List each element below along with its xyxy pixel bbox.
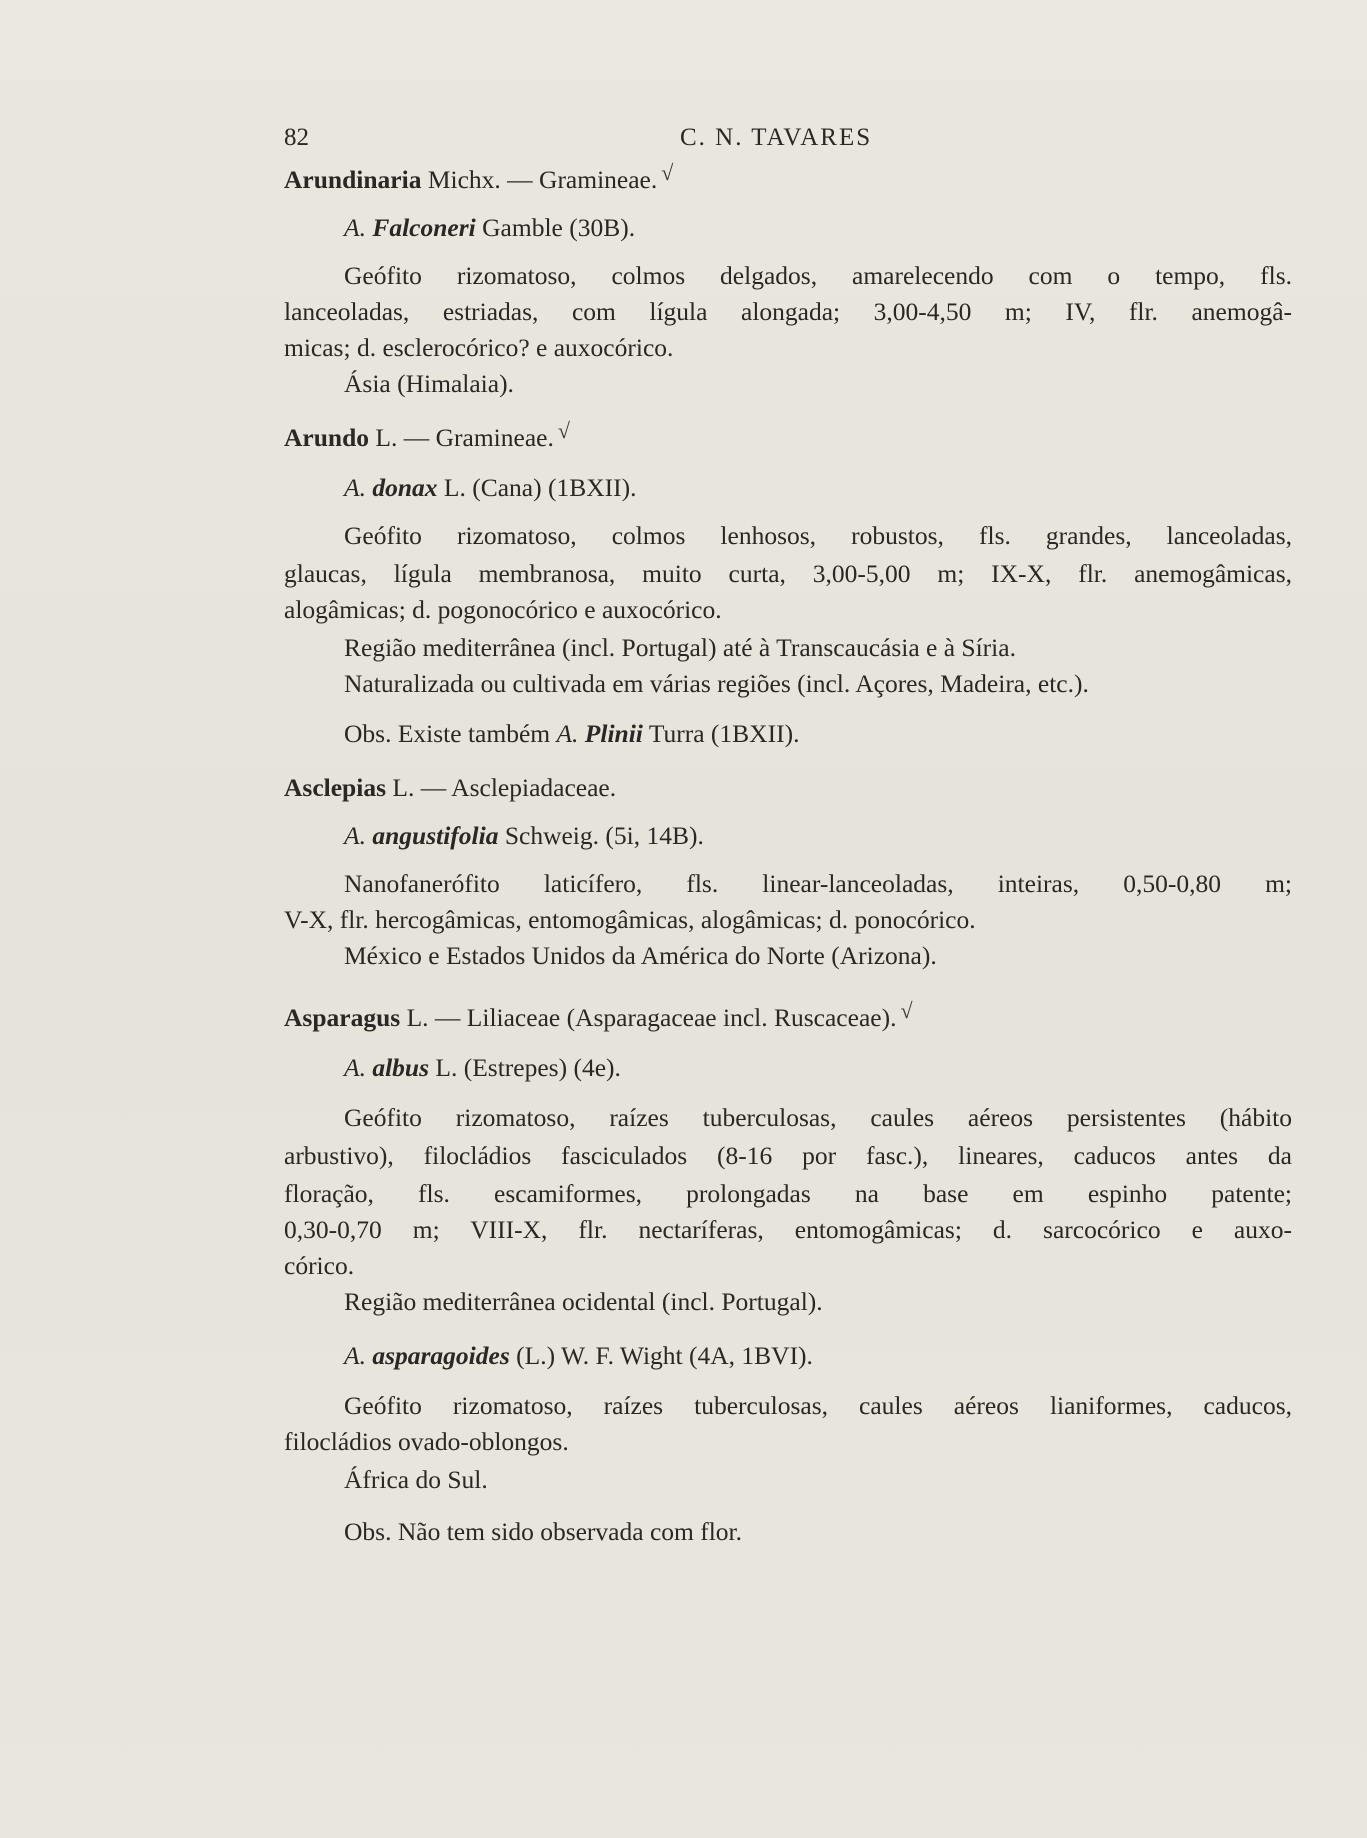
page-header: [284, 120, 1104, 156]
checkmark-icon: √: [900, 998, 913, 1023]
description-line: lanceoladas, estriadas, com lígula alongada; 3,00-4,50 m; IV, flr. anemogâ-: [284, 297, 1292, 326]
observation-note: Obs. Não tem sido observada com flor.: [344, 1517, 743, 1546]
description-line: Geófito rizomatoso, colmos delgados, amarelecendo com o tempo, fls.: [344, 261, 1292, 290]
species-epithet: albus: [372, 1053, 430, 1082]
genus-heading: [284, 162, 1292, 199]
description-line: Nanofanerófito laticífero, fls. linear-lanceoladas, inteiras, 0,50-0,80 m;: [344, 869, 1292, 898]
genus-name: Arundo: [284, 423, 370, 452]
description-line: arbustivo), filocládios fasciculados (8-16 por fasc.), lineares, caducos antes da: [284, 1141, 1292, 1170]
genus-authority-family: L. — Liliaceae (Asparagaceae incl. Ruscaceae).: [400, 1003, 897, 1032]
description-line: filocládios ovado-oblongos.: [284, 1427, 569, 1456]
species-heading: A. donax L. (Cana) (1BXII).: [344, 473, 637, 502]
distribution-line: Região mediterrânea ocidental (incl. Portugal).: [344, 1287, 823, 1316]
genus-heading: [284, 770, 1292, 806]
genus-authority-family: L. — Asclepiadaceae.: [386, 773, 617, 802]
genus-heading: [284, 420, 1292, 457]
species-heading: A. asparagoides (L.) W. F. Wight (4A, 1BVI).: [344, 1341, 813, 1370]
species-epithet: donax: [372, 473, 438, 502]
distribution-line: México e Estados Unidos da América do Norte (Arizona).: [344, 941, 937, 970]
description-line: V-X, flr. hercogâmicas, entomogâmicas, alogâmicas; d. ponocórico.: [284, 905, 976, 934]
description-line: córico.: [284, 1251, 355, 1280]
description-line: floração, fls. escamiformes, prolongadas na base em espinho patente;: [284, 1179, 1292, 1208]
description-line: alogâmicas; d. pogonocórico e auxocórico.: [284, 595, 722, 624]
running-head: C. N. TAVARES: [680, 124, 873, 151]
description-line: Geófito rizomatoso, raízes tuberculosas, caules aéreos lianiformes, caducos,: [344, 1391, 1292, 1420]
species-epithet: Plinii: [584, 719, 643, 748]
genus-authority-family: Michx. — Gramineae.: [421, 165, 658, 194]
description-line: glaucas, lígula membranosa, muito curta, 3,00-5,00 m; IX-X, flr. anemogâmicas,: [284, 559, 1292, 588]
description-line: Geófito rizomatoso, raízes tuberculosas, caules aéreos persistentes (hábito: [344, 1103, 1292, 1132]
species-epithet: angustifolia: [372, 821, 499, 850]
checkmark-icon: √: [661, 160, 674, 185]
species-heading: A. albus L. (Estrepes) (4e).: [344, 1053, 621, 1082]
observation-note: Obs. Existe também A. Plinii Turra (1BXII).: [344, 719, 800, 748]
description-line: 0,30-0,70 m; VIII-X, flr. nectaríferas, entomogâmicas; d. sarcocórico e auxo-: [284, 1215, 1292, 1244]
description-line: micas; d. esclerocórico? e auxocórico.: [284, 333, 674, 362]
genus-name: Asclepias: [284, 773, 386, 802]
species-epithet: Falconeri: [372, 213, 476, 242]
species-epithet: asparagoides: [372, 1341, 510, 1370]
page-number: 82: [284, 124, 309, 151]
species-heading: A. Falconeri Gamble (30B).: [344, 213, 636, 242]
description-line: Geófito rizomatoso, colmos lenhosos, robustos, fls. grandes, lanceoladas,: [344, 521, 1292, 550]
genus-name: Arundinaria: [284, 165, 422, 194]
genus-authority-family: L. — Gramineae.: [369, 423, 554, 452]
species-heading: A. angustifolia Schweig. (5i, 14B).: [344, 821, 704, 850]
distribution-line: Ásia (Himalaia).: [344, 369, 514, 398]
distribution-line: África do Sul.: [344, 1465, 488, 1494]
distribution-line: Naturalizada ou cultivada em várias regiões (incl. Açores, Madeira, etc.).: [344, 669, 1089, 698]
distribution-line: Região mediterrânea (incl. Portugal) até à Transcaucásia e à Síria.: [344, 633, 1016, 662]
genus-name: Asparagus: [284, 1003, 401, 1032]
genus-heading: [284, 1000, 1292, 1037]
checkmark-icon: √: [557, 418, 570, 443]
